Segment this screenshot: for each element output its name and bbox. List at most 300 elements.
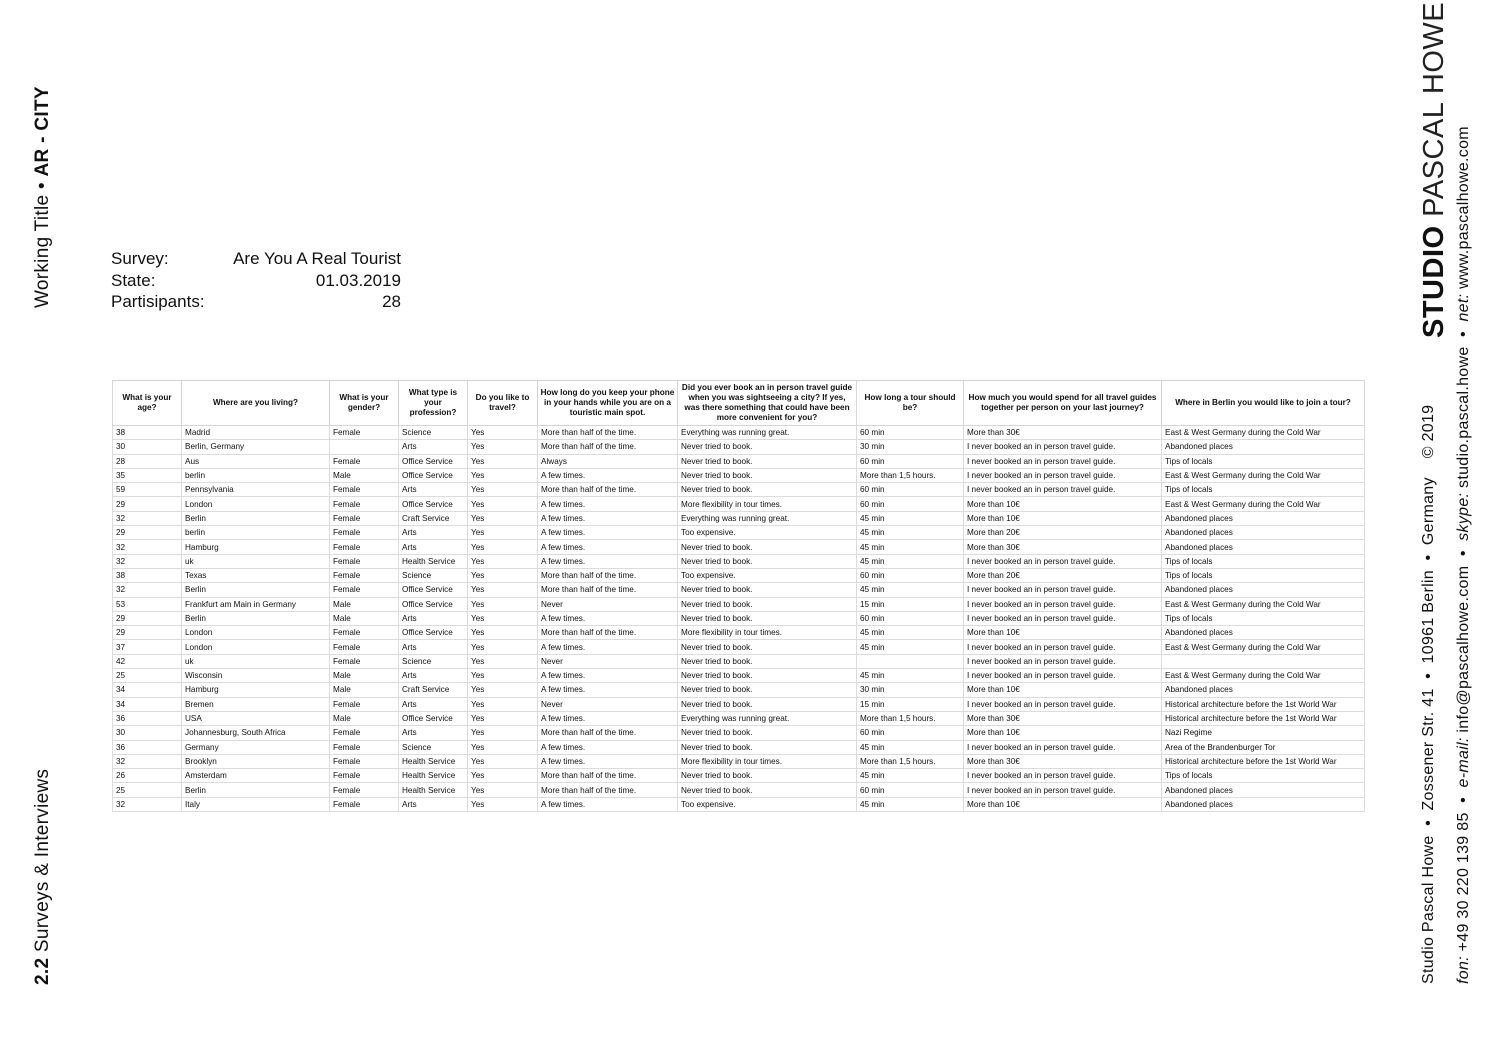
table-cell: More than 30€ [964, 754, 1162, 768]
table-row [113, 426, 1365, 440]
table-cell: Yes [468, 740, 538, 754]
column-header: Where in Berlin you would like to join a tour? [1162, 381, 1365, 426]
table-cell: 45 min [857, 511, 964, 525]
table-cell: London [182, 640, 330, 654]
table-cell: Area of the Brandenburger Tor [1162, 740, 1365, 754]
email-value[interactable]: info@pascalhowe.com [1455, 565, 1472, 733]
table-cell: Never tried to book. [678, 540, 857, 554]
table-cell: More than half of the time. [538, 626, 678, 640]
table-cell: More than half of the time. [538, 440, 678, 454]
table-cell: East & West Germany during the Cold War [1162, 497, 1365, 511]
column-header: How long do you keep your phone in your hands while you are on a touristic main spot. [538, 381, 678, 426]
table-cell: Health Service [399, 554, 468, 568]
table-cell: Female [330, 511, 399, 525]
table-cell: 60 min [857, 497, 964, 511]
table-row [113, 754, 1365, 768]
table-cell: Arts [399, 540, 468, 554]
table-cell: London [182, 497, 330, 511]
table-row [113, 511, 1365, 525]
fon-value: +49 30 220 139 85 [1455, 812, 1472, 952]
table-cell: Abandoned places [1162, 440, 1365, 454]
table-cell: Tips of locals [1162, 611, 1365, 625]
table-cell: Female [330, 583, 399, 597]
table-cell: A few times. [538, 740, 678, 754]
table-cell: More than 30€ [964, 711, 1162, 725]
table-cell: More than half of the time. [538, 483, 678, 497]
table-cell: Never tried to book. [678, 740, 857, 754]
survey-row [111, 248, 401, 270]
table-cell: 45 min [857, 540, 964, 554]
table-cell: Female [330, 497, 399, 511]
table-cell: A few times. [538, 497, 678, 511]
table-cell: 60 min [857, 726, 964, 740]
table-cell: uk [182, 554, 330, 568]
table-cell: 25 [113, 669, 182, 683]
table-cell: More than 1,5 hours. [857, 468, 964, 482]
table-cell: Tips of locals [1162, 483, 1365, 497]
participants-value: 28 [382, 292, 401, 311]
table-cell: Tips of locals [1162, 454, 1365, 468]
table-cell: Never tried to book. [678, 726, 857, 740]
survey-meta [111, 248, 401, 313]
table-cell: Berlin [182, 511, 330, 525]
table-body [113, 426, 1365, 812]
table-cell: More than 10€ [964, 626, 1162, 640]
table-cell: Female [330, 526, 399, 540]
table-cell: Never tried to book. [678, 697, 857, 711]
table-cell: Female [330, 640, 399, 654]
table-cell: Abandoned places [1162, 626, 1365, 640]
table-row [113, 483, 1365, 497]
table-cell: East & West Germany during the Cold War [1162, 640, 1365, 654]
table-cell: Yes [468, 426, 538, 440]
table-cell: Bremen [182, 697, 330, 711]
table-row [113, 583, 1365, 597]
table-cell: Never tried to book. [678, 683, 857, 697]
table-row [113, 597, 1365, 611]
table-cell: Hamburg [182, 683, 330, 697]
table-cell: Office Service [399, 597, 468, 611]
table-cell: Male [330, 611, 399, 625]
participants-label: Partisipants: [111, 292, 205, 311]
table-cell: 34 [113, 697, 182, 711]
table-row [113, 454, 1365, 468]
table-cell: 15 min [857, 697, 964, 711]
table-cell: I never booked an in person travel guide. [964, 697, 1162, 711]
table-cell: Never tried to book. [678, 640, 857, 654]
table-row [113, 611, 1365, 625]
table-cell: Tips of locals [1162, 769, 1365, 783]
table-cell: 35 [113, 468, 182, 482]
table-cell: Arts [399, 526, 468, 540]
table-cell: Office Service [399, 583, 468, 597]
table-cell: Yes [468, 511, 538, 525]
table-cell: Wisconsin [182, 669, 330, 683]
table-cell: Pennsylvania [182, 483, 330, 497]
table-cell: 60 min [857, 483, 964, 497]
table-cell: Never tried to book. [678, 597, 857, 611]
table-cell: Abandoned places [1162, 540, 1365, 554]
table-cell: 29 [113, 497, 182, 511]
table-cell: Yes [468, 468, 538, 482]
table-cell: Science [399, 740, 468, 754]
table-cell: Never tried to book. [678, 611, 857, 625]
column-header: How much you would spend for all travel guides together per person on your last journey? [964, 381, 1162, 426]
table-cell: 60 min [857, 454, 964, 468]
table-cell: More than 30€ [964, 426, 1162, 440]
table-cell: Berlin [182, 611, 330, 625]
table-cell: 32 [113, 583, 182, 597]
table-cell: Health Service [399, 769, 468, 783]
table-cell: Office Service [399, 468, 468, 482]
table-cell: More than half of the time. [538, 726, 678, 740]
table-cell: berlin [182, 468, 330, 482]
table-cell: More than half of the time. [538, 769, 678, 783]
table-cell: Yes [468, 568, 538, 582]
column-header: Where are you living? [182, 381, 330, 426]
table-row [113, 640, 1365, 654]
table-cell: Craft Service [399, 683, 468, 697]
table-cell: 38 [113, 426, 182, 440]
table-cell: A few times. [538, 711, 678, 725]
table-cell: More than half of the time. [538, 783, 678, 797]
table-cell: 60 min [857, 426, 964, 440]
table-cell: 29 [113, 611, 182, 625]
table-cell: I never booked an in person travel guide. [964, 454, 1162, 468]
participants-row [111, 291, 401, 313]
table-cell: Abandoned places [1162, 583, 1365, 597]
table-cell: Always [538, 454, 678, 468]
table-cell: Craft Service [399, 511, 468, 525]
table-cell: Never [538, 697, 678, 711]
table-cell: Yes [468, 697, 538, 711]
table-cell: I never booked an in person travel guide. [964, 440, 1162, 454]
table-cell: Everything was running great. [678, 426, 857, 440]
skype-label: skype: [1455, 492, 1472, 541]
working-title [32, 86, 54, 308]
table-cell: uk [182, 654, 330, 668]
state-value: 01.03.2019 [315, 270, 401, 290]
table-cell: I never booked an in person travel guide. [964, 640, 1162, 654]
table-cell: Never tried to book. [678, 583, 857, 597]
table-cell: Female [330, 726, 399, 740]
table-cell: Office Service [399, 626, 468, 640]
table-cell: I never booked an in person travel guide. [964, 554, 1162, 568]
table-cell: Aus [182, 454, 330, 468]
table-cell: Arts [399, 440, 468, 454]
section-number: 2.2 [32, 957, 53, 985]
table-row [113, 726, 1365, 740]
table-cell: Amsterdam [182, 769, 330, 783]
table-cell: Too expensive. [678, 797, 857, 811]
table-cell: I never booked an in person travel guide. [964, 583, 1162, 597]
table-cell [1162, 654, 1365, 668]
state-label: State: [111, 270, 156, 290]
table-cell: Yes [468, 626, 538, 640]
table-cell: Yes [468, 483, 538, 497]
studio-contact: fon: +49 30 220 139 85 • e-mail: info@pascalhowe.com • skype: studio.pascal.howe • net: www.pascalhowe.com [1455, 126, 1472, 984]
table-cell: Berlin, Germany [182, 440, 330, 454]
table-cell: Nazi Regime [1162, 726, 1365, 740]
table-cell: Female [330, 740, 399, 754]
table-cell: More than 10€ [964, 497, 1162, 511]
table-cell: 37 [113, 640, 182, 654]
table-row [113, 526, 1365, 540]
table-cell: Female [330, 568, 399, 582]
survey-label: Survey: [111, 249, 169, 268]
table-row [113, 740, 1365, 754]
table-cell: Female [330, 483, 399, 497]
table-cell: Yes [468, 711, 538, 725]
table-cell: More than 10€ [964, 726, 1162, 740]
email-label: e-mail: [1455, 737, 1472, 788]
table-cell: 60 min [857, 568, 964, 582]
table-cell: Arts [399, 797, 468, 811]
column-header: What type is your profession? [399, 381, 468, 426]
table-cell: 45 min [857, 769, 964, 783]
table-cell: Arts [399, 640, 468, 654]
net-label: net: [1455, 293, 1472, 322]
table-cell: 45 min [857, 583, 964, 597]
table-cell: More than 30€ [964, 540, 1162, 554]
table-cell: I never booked an in person travel guide. [964, 740, 1162, 754]
table-cell: More than half of the time. [538, 426, 678, 440]
table-row [113, 554, 1365, 568]
table-cell: 38 [113, 568, 182, 582]
table-cell: I never booked an in person travel guide. [964, 783, 1162, 797]
table-cell: More than 1,5 hours. [857, 711, 964, 725]
table-cell: A few times. [538, 754, 678, 768]
table-cell: Female [330, 626, 399, 640]
table-cell: Female [330, 654, 399, 668]
table-cell: Female [330, 554, 399, 568]
table-cell: Science [399, 568, 468, 582]
table-cell: Female [330, 754, 399, 768]
table-cell: 32 [113, 554, 182, 568]
table-cell: 60 min [857, 611, 964, 625]
table-cell: Never tried to book. [678, 769, 857, 783]
table-row [113, 568, 1365, 582]
table-row [113, 769, 1365, 783]
working-title-label: Working Title [32, 194, 53, 308]
table-cell: Office Service [399, 711, 468, 725]
table-cell: USA [182, 711, 330, 725]
table-cell: Male [330, 468, 399, 482]
table-cell: Yes [468, 526, 538, 540]
table-cell: Historical architecture before the 1st World War [1162, 697, 1365, 711]
table-cell: Female [330, 426, 399, 440]
table-cell: More than 10€ [964, 683, 1162, 697]
table-cell: 45 min [857, 526, 964, 540]
fon-label: fon: [1455, 956, 1472, 984]
table-cell: I never booked an in person travel guide. [964, 468, 1162, 482]
table-cell: Yes [468, 440, 538, 454]
table-cell: 32 [113, 540, 182, 554]
table-cell: berlin [182, 526, 330, 540]
table-cell: Never tried to book. [678, 669, 857, 683]
table-cell: 30 [113, 440, 182, 454]
table-cell: Brooklyn [182, 754, 330, 768]
column-header: What is your gender? [330, 381, 399, 426]
table-cell: More flexibility in tour times. [678, 754, 857, 768]
table-cell [857, 654, 964, 668]
survey-table [112, 380, 1365, 812]
table-cell: Science [399, 654, 468, 668]
table-cell: Never tried to book. [678, 783, 857, 797]
table-cell: A few times. [538, 683, 678, 697]
table-cell: 29 [113, 626, 182, 640]
table-cell: Never tried to book. [678, 554, 857, 568]
table-cell: Historical architecture before the 1st World War [1162, 754, 1365, 768]
project-name: AR - CITY [32, 86, 53, 177]
table-cell: Never [538, 654, 678, 668]
table-cell: A few times. [538, 611, 678, 625]
table-cell: 42 [113, 654, 182, 668]
table-cell: Never [538, 597, 678, 611]
table-cell: Tips of locals [1162, 568, 1365, 582]
table-row [113, 797, 1365, 811]
table-cell: More flexibility in tour times. [678, 626, 857, 640]
table-cell: A few times. [538, 797, 678, 811]
table-cell: 53 [113, 597, 182, 611]
table-cell: Yes [468, 783, 538, 797]
table-cell: Too expensive. [678, 568, 857, 582]
table-cell: 45 min [857, 626, 964, 640]
table-cell: 15 min [857, 597, 964, 611]
table-cell: Arts [399, 726, 468, 740]
table-cell: 36 [113, 740, 182, 754]
table-cell: Male [330, 683, 399, 697]
table-cell: Office Service [399, 497, 468, 511]
studio-light: PASCAL HOWE [1418, 1, 1450, 217]
table-cell: Abandoned places [1162, 526, 1365, 540]
table-cell: Yes [468, 497, 538, 511]
table-cell: 45 min [857, 554, 964, 568]
column-header: Did you ever book an in person travel guide when you was sightseeing a city? If yes, was there something that could have been more convenient for you? [678, 381, 857, 426]
table-cell: A few times. [538, 526, 678, 540]
table-cell: Berlin [182, 783, 330, 797]
table-cell: 36 [113, 711, 182, 725]
table-cell: Yes [468, 754, 538, 768]
table-cell: Female [330, 797, 399, 811]
table-cell: Germany [182, 740, 330, 754]
table-cell: 59 [113, 483, 182, 497]
studio-logo [1418, 2, 1451, 338]
studio-address: Studio Pascal Howe • Zossener Str. 41 • 10961 Berlin • Germany © 2019 [1420, 404, 1437, 984]
table-cell: I never booked an in person travel guide. [964, 611, 1162, 625]
table-cell: 30 [113, 726, 182, 740]
table-cell: Everything was running great. [678, 511, 857, 525]
net-value[interactable]: www.pascalhowe.com [1455, 126, 1472, 289]
table-cell: A few times. [538, 640, 678, 654]
table-cell: 60 min [857, 783, 964, 797]
table-cell: 28 [113, 454, 182, 468]
table-cell: Never tried to book. [678, 468, 857, 482]
studio-strong: STUDIO [1418, 225, 1450, 338]
table-cell: Abandoned places [1162, 511, 1365, 525]
table-cell: 45 min [857, 669, 964, 683]
table-cell: Madrid [182, 426, 330, 440]
survey-value: Are You A Real Tourist [233, 249, 401, 268]
table-cell: Yes [468, 669, 538, 683]
section-heading [32, 769, 54, 985]
table-cell: Science [399, 426, 468, 440]
table-cell: Yes [468, 683, 538, 697]
table-cell: East & West Germany during the Cold War [1162, 669, 1365, 683]
table-cell: East & West Germany during the Cold War [1162, 597, 1365, 611]
table-cell: A few times. [538, 511, 678, 525]
table-cell: East & West Germany during the Cold War [1162, 426, 1365, 440]
table-row [113, 468, 1365, 482]
table-cell: A few times. [538, 540, 678, 554]
skype-value: studio.pascal.howe [1455, 346, 1472, 488]
table-cell: Hamburg [182, 540, 330, 554]
table-cell: Arts [399, 669, 468, 683]
table-row [113, 697, 1365, 711]
table-cell: I never booked an in person travel guide. [964, 769, 1162, 783]
table-cell: Arts [399, 483, 468, 497]
table-cell: I never booked an in person travel guide. [964, 483, 1162, 497]
table-row [113, 711, 1365, 725]
table-cell: Female [330, 783, 399, 797]
table-cell: Never tried to book. [678, 454, 857, 468]
table-cell: Never tried to book. [678, 440, 857, 454]
table-cell: Johannesburg, South Africa [182, 726, 330, 740]
state-row [111, 270, 401, 292]
table-cell: More than 10€ [964, 511, 1162, 525]
table-cell: Health Service [399, 754, 468, 768]
table-cell: A few times. [538, 468, 678, 482]
table-cell: Yes [468, 583, 538, 597]
table-cell: East & West Germany during the Cold War [1162, 468, 1365, 482]
table-cell: Arts [399, 611, 468, 625]
table-cell: Abandoned places [1162, 797, 1365, 811]
table-cell: Arts [399, 697, 468, 711]
table-cell: 30 min [857, 440, 964, 454]
table-row [113, 669, 1365, 683]
table-cell: Male [330, 597, 399, 611]
table-cell: Italy [182, 797, 330, 811]
table-cell: London [182, 626, 330, 640]
table-cell: Abandoned places [1162, 783, 1365, 797]
table-row [113, 497, 1365, 511]
table-cell: I never booked an in person travel guide. [964, 597, 1162, 611]
table-cell: 45 min [857, 640, 964, 654]
table-cell: 32 [113, 754, 182, 768]
table-cell: Frankfurt am Main in Germany [182, 597, 330, 611]
table-cell: More than 20€ [964, 526, 1162, 540]
table-row [113, 654, 1365, 668]
table-cell: A few times. [538, 669, 678, 683]
table-cell: Tips of locals [1162, 554, 1365, 568]
table-cell: More than 20€ [964, 568, 1162, 582]
table-cell: Female [330, 540, 399, 554]
table-row [113, 683, 1365, 697]
section-title: Surveys & Interviews [32, 768, 53, 953]
table-cell: Yes [468, 597, 538, 611]
table-cell: 32 [113, 797, 182, 811]
table-cell: Female [330, 454, 399, 468]
table-cell [330, 440, 399, 454]
table-cell: Health Service [399, 783, 468, 797]
table-row [113, 440, 1365, 454]
table-cell: Yes [468, 654, 538, 668]
table-cell: More flexibility in tour times. [678, 497, 857, 511]
table-cell: Female [330, 769, 399, 783]
table-cell: 26 [113, 769, 182, 783]
table-cell: 25 [113, 783, 182, 797]
table-cell: More than half of the time. [538, 568, 678, 582]
